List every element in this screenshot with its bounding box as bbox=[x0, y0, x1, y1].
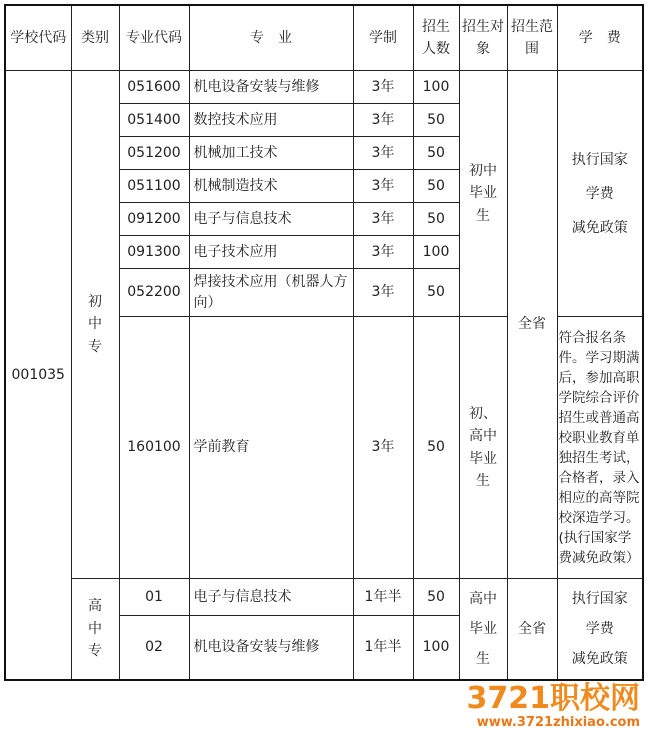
watermark-name: 3721职校网 bbox=[466, 681, 640, 716]
category-cell: 初 中 专 bbox=[71, 71, 119, 579]
target-cell: 初中 毕业 生 bbox=[459, 71, 507, 317]
header-enrollment: 招生人数 bbox=[413, 5, 459, 71]
header-school-code: 学校代码 bbox=[5, 5, 71, 71]
major-name: 机电设备安装与维修 bbox=[189, 71, 353, 104]
duration: 1年半 bbox=[353, 616, 413, 680]
count: 50 bbox=[413, 170, 459, 203]
watermark bbox=[467, 683, 641, 731]
count: 50 bbox=[413, 137, 459, 170]
major-name: 机械加工技术 bbox=[189, 137, 353, 170]
header-duration: 学制 bbox=[353, 5, 413, 71]
target-cell: 高中 毕业 生 bbox=[459, 579, 507, 680]
count: 50 bbox=[413, 317, 459, 579]
major-code: 160100 bbox=[119, 317, 189, 579]
category-cell: 高 中 专 bbox=[71, 579, 119, 680]
major-code: 051200 bbox=[119, 137, 189, 170]
watermark-url: www.3721zhixiao.com bbox=[476, 715, 640, 730]
tuition-cell: 执行国家 学费 减免政策 bbox=[557, 579, 643, 680]
duration: 3年 bbox=[353, 137, 413, 170]
major-code: 091300 bbox=[119, 236, 189, 269]
table-row bbox=[5, 579, 643, 616]
major-name: 学前教育 bbox=[189, 317, 353, 579]
major-code: 052200 bbox=[119, 269, 189, 317]
duration: 3年 bbox=[353, 236, 413, 269]
school-code: 001035 bbox=[5, 71, 71, 680]
scope-cell: 全省 bbox=[507, 71, 557, 579]
major-name: 电子与信息技术 bbox=[189, 579, 353, 616]
major-code: 051400 bbox=[119, 104, 189, 137]
duration: 3年 bbox=[353, 104, 413, 137]
duration: 3年 bbox=[353, 317, 413, 579]
enrollment-table bbox=[4, 4, 644, 681]
header-major: 专 业 bbox=[189, 5, 353, 71]
duration: 1年半 bbox=[353, 579, 413, 616]
header-category: 类别 bbox=[71, 5, 119, 71]
tuition-cell: 执行国家 学费 减免政策 bbox=[557, 71, 643, 317]
count: 50 bbox=[413, 269, 459, 317]
duration: 3年 bbox=[353, 203, 413, 236]
duration: 3年 bbox=[353, 170, 413, 203]
scope-cell: 全省 bbox=[507, 579, 557, 680]
major-name: 电子技术应用 bbox=[189, 236, 353, 269]
major-name: 焊接技术应用（机器人方向） bbox=[189, 269, 353, 317]
major-name: 机电设备安装与维修 bbox=[189, 616, 353, 680]
duration: 3年 bbox=[353, 269, 413, 317]
major-code: 02 bbox=[119, 616, 189, 680]
header-scope: 招生范围 bbox=[507, 5, 557, 71]
duration: 3年 bbox=[353, 71, 413, 104]
major-name: 机械制造技术 bbox=[189, 170, 353, 203]
major-name: 数控技术应用 bbox=[189, 104, 353, 137]
header-target: 招生对象 bbox=[459, 5, 507, 71]
major-code: 051100 bbox=[119, 170, 189, 203]
major-code: 01 bbox=[119, 579, 189, 616]
table-row bbox=[5, 71, 643, 104]
count: 100 bbox=[413, 71, 459, 104]
major-name: 电子与信息技术 bbox=[189, 203, 353, 236]
target-cell: 初、 高中 毕业 生 bbox=[459, 317, 507, 579]
tuition-note: 符合报名条件。学习期满后，参加高职学院综合评价招生或普通高校职业教育单独招生考试，合格者，录入相应的高等院校深造学习。(执行国家学费减免政策） bbox=[557, 317, 643, 579]
header-tuition: 学 费 bbox=[557, 5, 643, 71]
count: 100 bbox=[413, 236, 459, 269]
count: 50 bbox=[413, 203, 459, 236]
header-row bbox=[5, 5, 643, 71]
count: 50 bbox=[413, 579, 459, 616]
count: 100 bbox=[413, 616, 459, 680]
major-code: 051600 bbox=[119, 71, 189, 104]
major-code: 091200 bbox=[119, 203, 189, 236]
count: 50 bbox=[413, 104, 459, 137]
header-major-code: 专业代码 bbox=[119, 5, 189, 71]
